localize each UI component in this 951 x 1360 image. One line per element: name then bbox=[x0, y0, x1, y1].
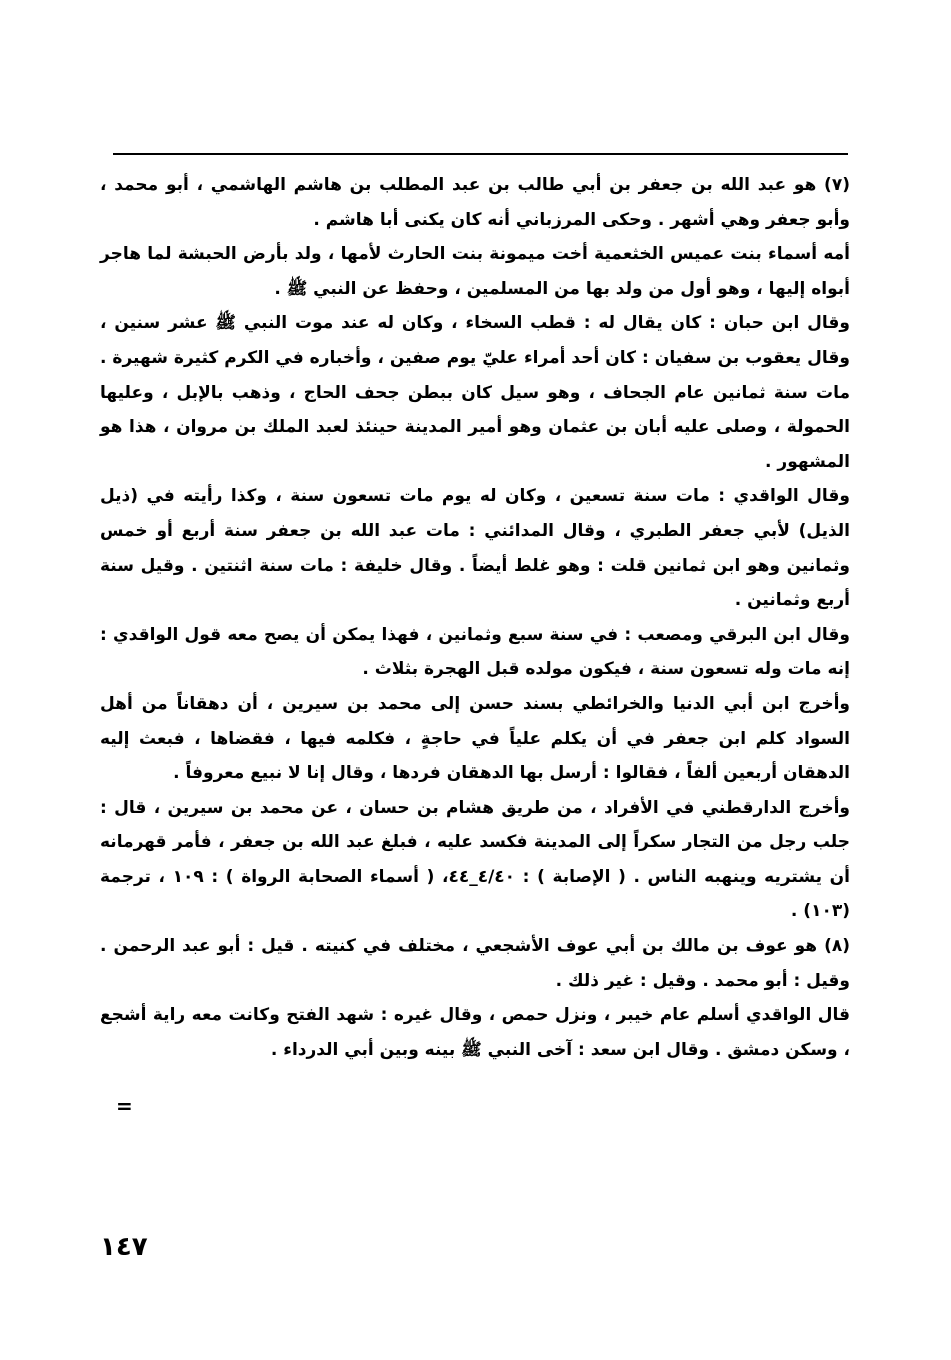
footnote-7-para-5: وقال ابن البرقي ومصعب : في سنة سبع وثمانين ، فهذا يمكن أن يصح معه قول الواقدي : إنه مات وله تسعون سنة ، فيكون مولده قبل الهجرة بثلاث . bbox=[100, 624, 850, 680]
footnote-number: (٨) bbox=[824, 936, 851, 957]
footnote-7-para-6: وأخرج ابن أبي الدنيا والخرائطي بسند حسن إلى محمد بن سيرين ، أن دهقاناً من أهل السواد كلم ابن جعفر في أن يكلم علياً في حاجةٍ ، فكلمه فيها ، فقضاها ، فبعث إليه الدهقان أربعين ألفاً ، فقالوا : أرسل بها الدهقان فردها ، وقال إنا لا نبيع معروفاً . bbox=[100, 693, 850, 784]
footnote-7-para-1 bbox=[100, 168, 850, 237]
footnote-7-para-3: وقال ابن حبان : كان يقال له : قطب السخاء ، وكان له عند موت النبي ﷺ عشر سنين ، وقال يعقوب بن سفيان : كان أحد أمراء عليّ يوم صفين ، وأخباره في الكرم كثيرة شهيرة . مات سنة ثمانين عام الجحاف ، وهو سيل كان ببطن جحف الحاج ، وذهب بالإبل ، وعليها الحمولة ، وصلى عليه أبان بن عثمان وهو أمير المدينة حينئذ لعبد الملك بن مروان ، هذا هو المشهور . bbox=[100, 313, 850, 472]
footnote-7-para-7: وأخرج الدارقطني في الأفراد ، من طريق هشام بن حسان ، عن محمد بن سيرين ، قال : جلب رجل من التجار سكراً إلى المدينة فكسد عليه ، فبلغ عبد الله بن جعفر ، فأمر قهرمانه أن يشتريه وينهبه الناس . ( الإصابة ) : ٤/٤٠_٤٤، ( أسماء الصحابة الرواة ) : ١٠٩ ، ترجمة (١٠٣) . bbox=[100, 797, 850, 922]
footnote-7-para-4: وقال الواقدي : مات سنة تسعين ، وكان له يوم مات تسعون سنة ، وكذا رأيته في (ذيل الذيل) لأبي جعفر الطبري ، وقال المدائني : مات عبد الله بن جعفر سنة أربع أو خمس وثمانين وهو ابن ثمانين قلت : وهو غلط أيضاً . وقال خليفة : مات سنة اثنتين . وقيل سنة أربع وثمانين . bbox=[100, 486, 850, 611]
footnote-number: (٧) bbox=[824, 175, 850, 195]
footnote-7 bbox=[100, 168, 850, 929]
footnote-8-para-2: قال الواقدي أسلم عام خيبر ، ونزل حمص ، وقال غيره : شهد الفتح وكانت معه راية أشجع ، وسكن دمشق . وقال ابن سعد : آخى النبي ﷺ بينه وبين أبي الدرداء . bbox=[100, 1005, 850, 1060]
footnotes-section bbox=[100, 168, 850, 1067]
footnote-text: هو عبد الله بن جعفر بن أبي طالب بن عبد المطلب بن هاشم الهاشمي ، أبو محمد ، وأبو جعفر وهي أشهر . وحكى المرزباني أنه كان يكنى أبا هاشم . bbox=[100, 175, 850, 230]
footnote-text: هو عوف بن مالك بن أبي عوف الأشجعي ، مختلف في كنيته . قيل : أبو عبد الرحمن . وقيل : أبو محمد . وقيل : غير ذلك . bbox=[100, 936, 850, 991]
footnote-separator-rule bbox=[113, 153, 848, 155]
footnote-8 bbox=[100, 929, 850, 1067]
footnote-7-para-2: أمه أسماء بنت عميس الخثعمية أخت ميمونة بنت الحارث لأمها ، ولد بأرض الحبشة لما هاجر أبواه إليها ، وهو أول من ولد بها من المسلمين ، وحفظ عن النبي ﷺ . bbox=[100, 244, 850, 299]
continuation-marker: = bbox=[116, 1094, 133, 1118]
footnote-8-para-1 bbox=[100, 929, 850, 998]
page-number: ١٤٧ bbox=[100, 1232, 148, 1262]
